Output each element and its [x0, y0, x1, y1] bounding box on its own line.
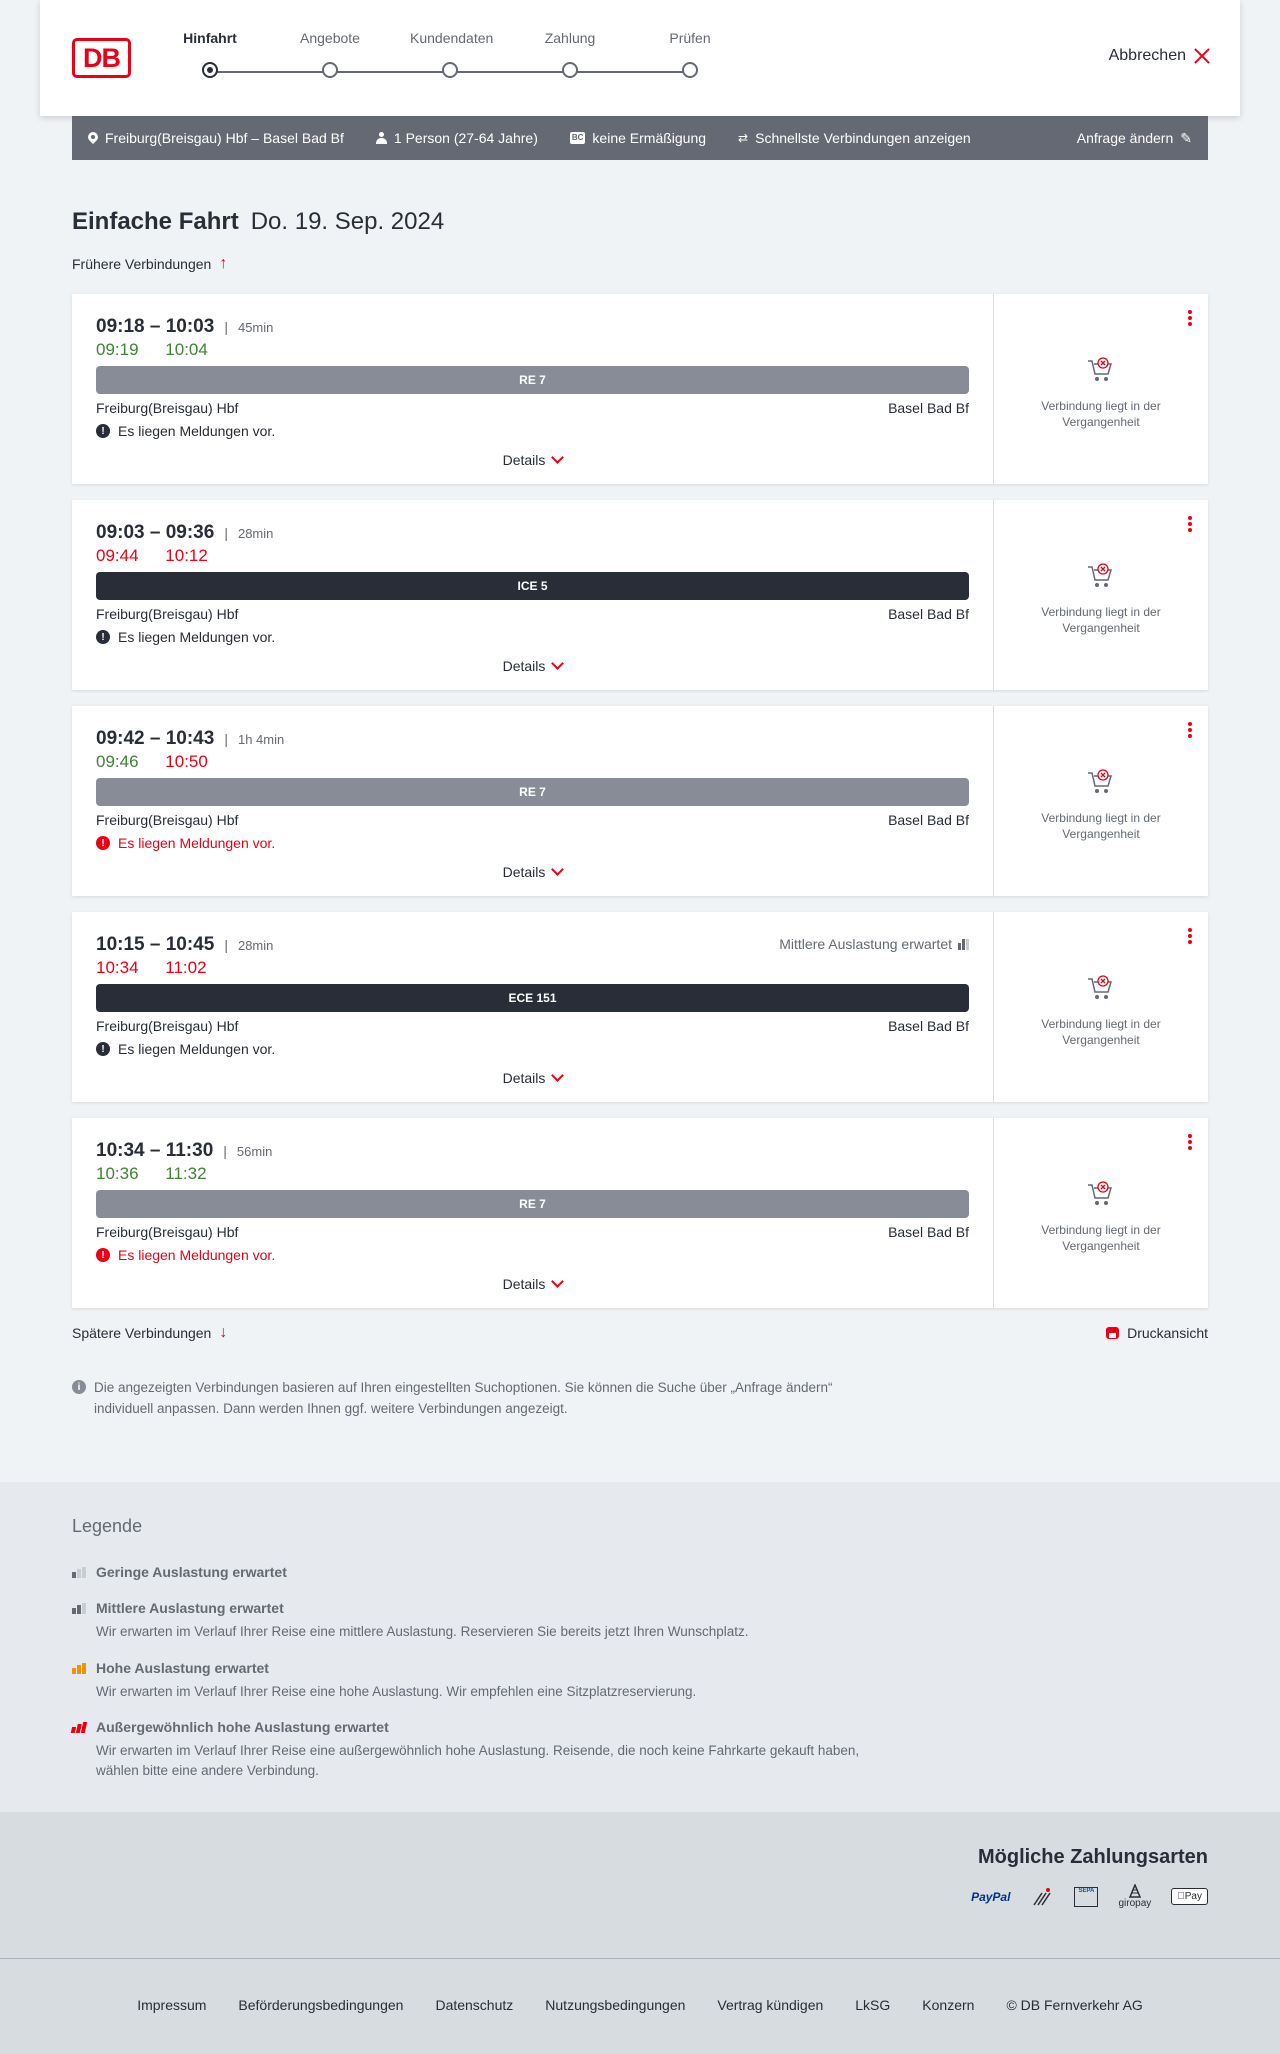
footer-copyright: © DB Fernverkehr AG: [1006, 1997, 1143, 2013]
details-label: Details: [502, 1276, 546, 1292]
legend-section: [0, 1482, 1280, 1812]
arrival-station: Basel Bad Bf: [888, 1018, 969, 1034]
notice-text: Es liegen Meldungen vor.: [118, 1041, 276, 1057]
trip-duration: 28min: [237, 938, 274, 953]
legend-item-desc: Wir erwarten im Verlauf Ihrer Reise eine außergewöhnlich hohe Auslastung. Reisende, die noch keine Fahrkarte gekauft haben, wählen bitte eine andere Verbindung.: [96, 1743, 860, 1778]
separator: |: [224, 319, 228, 335]
footer-link-befoerderungsbedingungen[interactable]: Beförderungsbedingungen: [238, 1997, 404, 2013]
printer-icon: [1106, 1327, 1119, 1339]
close-icon: [1194, 48, 1210, 64]
realtime-times: [96, 546, 230, 566]
chevron-down-icon: [552, 451, 565, 464]
legend-title: Legende: [72, 1516, 143, 1536]
cart-unavailable-icon: [1086, 768, 1116, 796]
past-connection-text: Verbindung liegt in der Vergangenheit: [1041, 1017, 1161, 1047]
train-segment-bar[interactable]: RE 7: [96, 778, 969, 806]
trip-duration: 28min: [237, 526, 274, 541]
connection-main: [72, 294, 994, 484]
legend-item-low: [72, 1564, 872, 1580]
footer-link-datenschutz[interactable]: Datenschutz: [435, 1997, 514, 2013]
giropay-label: giropay: [1118, 1898, 1152, 1909]
step-dot-icon: [682, 62, 698, 78]
abort-button[interactable]: [1109, 47, 1210, 65]
connection-card[interactable]: [72, 1118, 1208, 1308]
abort-label: Abbrechen: [1108, 47, 1186, 64]
progress-stepper: [170, 30, 730, 90]
departure-station: Freiburg(Breisgau) Hbf: [96, 1224, 239, 1240]
planned-time-range: 09:42 – 10:43: [96, 728, 215, 749]
high-occupancy-icon: [72, 1663, 88, 1674]
paypal-label: PayPal: [971, 1889, 1011, 1904]
route-text: Freiburg(Breisgau) Hbf – Basel Bad Bf: [105, 130, 344, 146]
credit-card-icon: [1030, 1885, 1054, 1909]
arrival-station: Basel Bad Bf: [888, 812, 969, 828]
cart-unavailable-icon: [1086, 974, 1116, 1002]
payment-methods-section: [0, 1812, 1280, 1958]
past-connection-text: Verbindung liegt in der Vergangenheit: [1041, 605, 1161, 635]
notice-text: Es liegen Meldungen vor.: [118, 629, 276, 645]
alert-icon: !: [96, 1042, 110, 1056]
departure-station: Freiburg(Breisgau) Hbf: [96, 606, 239, 622]
separator: |: [224, 731, 228, 747]
earlier-connections-label: Frühere Verbindungen: [72, 256, 212, 272]
summary-discount: [570, 130, 706, 146]
alert-icon: !: [96, 1248, 110, 1262]
legend-item-desc: Wir erwarten im Verlauf Ihrer Reise eine hohe Auslastung. Wir empfehlen eine Sitzplatzreservierung.: [96, 1684, 697, 1699]
person-icon: [376, 132, 387, 144]
apple-pay-badge: [1171, 1888, 1208, 1905]
print-view-label: Druckansicht: [1127, 1325, 1208, 1341]
messages-notice: [96, 423, 275, 439]
realtime-arrival: 11:32: [165, 1164, 207, 1183]
search-summary-bar: [72, 116, 1208, 160]
stations-row: [96, 606, 969, 622]
connection-main: [72, 1118, 994, 1308]
connection-card[interactable]: [72, 912, 1208, 1102]
pencil-icon: ✎: [1180, 129, 1192, 146]
realtime-departure: 09:46: [96, 752, 139, 771]
planned-time-range: 09:18 – 10:03: [96, 316, 215, 337]
step-dot-icon: [442, 62, 458, 78]
step-label: Prüfen: [669, 30, 711, 46]
connection-main: [72, 500, 994, 690]
step-angebote: [290, 30, 370, 50]
realtime-departure: 10:36: [96, 1164, 139, 1183]
summary-fastest: [738, 130, 971, 146]
alert-icon: !: [96, 630, 110, 644]
discount-text: keine Ermäßigung: [592, 130, 707, 146]
occupancy-text: Mittlere Auslastung erwartet: [779, 936, 952, 952]
stations-row: [96, 400, 969, 416]
connection-card[interactable]: [72, 706, 1208, 896]
booking-panel: [994, 294, 1208, 484]
details-label: Details: [502, 864, 546, 880]
booking-panel: [994, 1118, 1208, 1308]
edit-request-button[interactable]: [1077, 130, 1192, 147]
trip-duration: 56min: [236, 1144, 273, 1159]
step-label: Kundendaten: [410, 30, 494, 46]
legend-item-title: Hohe Auslastung erwartet: [96, 1660, 269, 1676]
footer-link-vertrag-kuendigen[interactable]: Vertrag kündigen: [717, 1997, 824, 2013]
planned-times: [96, 316, 273, 338]
stations-row: [96, 1018, 969, 1034]
planned-times: [96, 934, 273, 956]
occupancy-info: [779, 936, 969, 952]
cart-unavailable-icon: [1086, 356, 1116, 384]
step-hinfahrt[interactable]: [170, 30, 250, 50]
notice-text: Es liegen Meldungen vor.: [118, 835, 276, 851]
train-segment-bar[interactable]: RE 7: [96, 1190, 969, 1218]
departure-station: Freiburg(Breisgau) Hbf: [96, 812, 239, 828]
planned-time-range: 09:03 – 09:36: [96, 522, 215, 543]
step-dot-icon: [322, 62, 338, 78]
bahncard-icon: BC: [571, 133, 584, 142]
legend-item-very-high: [72, 1719, 872, 1781]
realtime-times: [96, 752, 230, 772]
swap-arrows-icon: ⇄: [738, 131, 749, 145]
realtime-times: [96, 958, 229, 978]
chevron-down-icon: [552, 657, 565, 670]
edit-request-label: Anfrage ändern: [1076, 130, 1174, 146]
chevron-down-icon: [552, 1275, 565, 1288]
footer-link-konzern[interactable]: Konzern: [922, 1997, 975, 2013]
sepa-label: SEPA: [1074, 1887, 1098, 1907]
more-options-icon[interactable]: [1188, 310, 1192, 326]
footer-links: [0, 1997, 1280, 2013]
details-toggle[interactable]: [72, 658, 993, 674]
arrival-station: Basel Bad Bf: [888, 606, 969, 622]
step-dot-icon: [202, 62, 218, 78]
info-icon: i: [72, 1380, 86, 1394]
arrow-down-icon: ↓: [219, 1324, 228, 1341]
connection-main: [72, 912, 994, 1102]
trip-duration: 45min: [237, 320, 274, 335]
messages-notice: [96, 1247, 275, 1263]
legend-item-high: [72, 1660, 872, 1702]
later-connections-link[interactable]: [72, 1325, 227, 1341]
arrival-station: Basel Bad Bf: [888, 1224, 969, 1240]
departure-station: Freiburg(Breisgau) Hbf: [96, 400, 239, 416]
messages-notice: [96, 1041, 275, 1057]
details-label: Details: [502, 658, 546, 674]
legend-item-medium: [72, 1600, 872, 1642]
cart-unavailable-icon: [1086, 562, 1116, 590]
earlier-connections-link[interactable]: [72, 256, 227, 272]
medium-occupancy-icon: [72, 1603, 88, 1614]
payment-methods-title: Mögliche Zahlungsarten: [977, 1846, 1208, 1868]
notice-text: Es liegen Meldungen vor.: [118, 1247, 276, 1263]
more-options-icon[interactable]: [1188, 928, 1192, 944]
connection-card[interactable]: [72, 294, 1208, 484]
footer: [0, 1958, 1280, 2054]
separator: |: [224, 525, 228, 541]
details-label: Details: [502, 1070, 546, 1086]
legend-item-title: Außergewöhnlich hohe Auslastung erwartet: [96, 1719, 389, 1735]
trip-type-heading: Einfache Fahrt: [72, 208, 239, 235]
realtime-arrival: 10:50: [165, 752, 208, 771]
medium-occupancy-icon: [958, 939, 969, 950]
train-segment-bar[interactable]: ECE 151: [96, 984, 969, 1012]
stations-row: [96, 1224, 969, 1240]
notice-text: Es liegen Meldungen vor.: [118, 423, 276, 439]
details-label: Details: [502, 452, 546, 468]
realtime-arrival: 10:12: [165, 546, 208, 565]
passengers-text: 1 Person (27-64 Jahre): [393, 130, 538, 146]
realtime-times: [96, 340, 230, 360]
trip-date: Do. 19. Sep. 2024: [250, 208, 445, 235]
details-toggle[interactable]: [72, 1276, 993, 1292]
train-segment-bar[interactable]: RE 7: [96, 366, 969, 394]
booking-panel: [994, 706, 1208, 896]
more-options-icon[interactable]: [1188, 1134, 1192, 1150]
past-connection-text: Verbindung liegt in der Vergangenheit: [1041, 1223, 1161, 1253]
cart-unavailable-icon: [1086, 1180, 1116, 1208]
booking-panel: [994, 912, 1208, 1102]
step-kundendaten: [410, 30, 494, 50]
realtime-arrival: 10:04: [165, 340, 208, 359]
past-connection-text: Verbindung liegt in der Vergangenheit: [1041, 399, 1161, 429]
messages-notice: [96, 629, 275, 645]
page-title: [72, 208, 444, 236]
connection-main: [72, 706, 994, 896]
search-info-text: Die angezeigten Verbindungen basieren auf Ihren eingestellten Suchoptionen. Sie können die Suche über „Anfrage ändern“ individuell anpassen. Dann werden Ihnen ggf. weitere Verbindungen angezeigt.: [94, 1380, 833, 1416]
footer-link-impressum[interactable]: Impressum: [137, 1997, 207, 2013]
separator: |: [223, 1143, 227, 1159]
details-toggle[interactable]: [72, 864, 993, 880]
planned-time-range: 10:34 – 11:30: [96, 1140, 214, 1161]
apple-pay-icon: [1171, 1888, 1208, 1905]
planned-times: [96, 1140, 272, 1162]
step-pruefen: [650, 30, 730, 50]
stations-row: [96, 812, 969, 828]
summary-route: [88, 130, 344, 146]
header: [40, 0, 1240, 116]
planned-times: [96, 522, 273, 544]
step-dot-icon: [562, 62, 578, 78]
messages-notice: [96, 835, 275, 851]
chevron-down-icon: [552, 863, 565, 876]
alert-icon: !: [96, 836, 110, 850]
trip-duration: 1h 4min: [237, 732, 285, 747]
print-view-link[interactable]: [1106, 1325, 1208, 1341]
search-info-note: [72, 1377, 852, 1419]
planned-time-range: 10:15 – 10:45: [96, 934, 215, 955]
giropay-icon: [1118, 1884, 1151, 1909]
footer-link-lksg[interactable]: LkSG: [855, 1997, 891, 2013]
details-toggle[interactable]: [72, 1070, 993, 1086]
past-connection-text: Verbindung liegt in der Vergangenheit: [1041, 811, 1161, 841]
apple-pay-label: Pay: [1184, 1891, 1202, 1902]
low-occupancy-icon: [72, 1567, 88, 1578]
legend-item-title: Geringe Auslastung erwartet: [96, 1564, 287, 1580]
realtime-times: [96, 1164, 229, 1184]
planned-times: [96, 728, 284, 750]
fastest-text: Schnellste Verbindungen anzeigen: [755, 130, 971, 146]
separator: |: [224, 937, 228, 953]
more-options-icon[interactable]: [1188, 516, 1192, 532]
location-pin-icon: [88, 132, 98, 145]
connection-card[interactable]: [72, 500, 1208, 690]
realtime-departure: 09:19: [96, 340, 139, 359]
db-logo[interactable]: DB: [72, 38, 131, 78]
payment-icons: [971, 1884, 1208, 1909]
arrival-station: Basel Bad Bf: [888, 400, 969, 416]
realtime-arrival: 11:02: [165, 958, 207, 977]
alert-icon: !: [96, 424, 110, 438]
paypal-icon: [971, 1890, 1010, 1904]
later-connections-label: Spätere Verbindungen: [72, 1325, 212, 1341]
departure-station: Freiburg(Breisgau) Hbf: [96, 1018, 239, 1034]
very-high-occupancy-icon: [71, 1722, 89, 1733]
more-options-icon[interactable]: [1188, 722, 1192, 738]
step-zahlung: [530, 30, 610, 50]
step-label: Angebote: [300, 30, 360, 46]
footer-link-nutzungsbedingungen[interactable]: Nutzungsbedingungen: [545, 1997, 686, 2013]
realtime-departure: 10:34: [96, 958, 139, 977]
realtime-departure: 09:44: [96, 546, 139, 565]
summary-passengers: [376, 130, 538, 146]
arrow-up-icon: ↑: [219, 255, 228, 272]
legend-item-title: Mittlere Auslastung erwartet: [96, 1600, 284, 1616]
step-label: Hinfahrt: [183, 30, 237, 46]
details-toggle[interactable]: [72, 452, 993, 468]
sepa-icon: [1074, 1887, 1098, 1907]
chevron-down-icon: [552, 1069, 565, 1082]
legend-item-desc: Wir erwarten im Verlauf Ihrer Reise eine mittlere Auslastung. Reservieren Sie bereits jetzt Ihren Wunschplatz.: [96, 1624, 749, 1639]
booking-panel: [994, 500, 1208, 690]
step-label: Zahlung: [544, 30, 596, 46]
train-segment-bar[interactable]: ICE 5: [96, 572, 969, 600]
